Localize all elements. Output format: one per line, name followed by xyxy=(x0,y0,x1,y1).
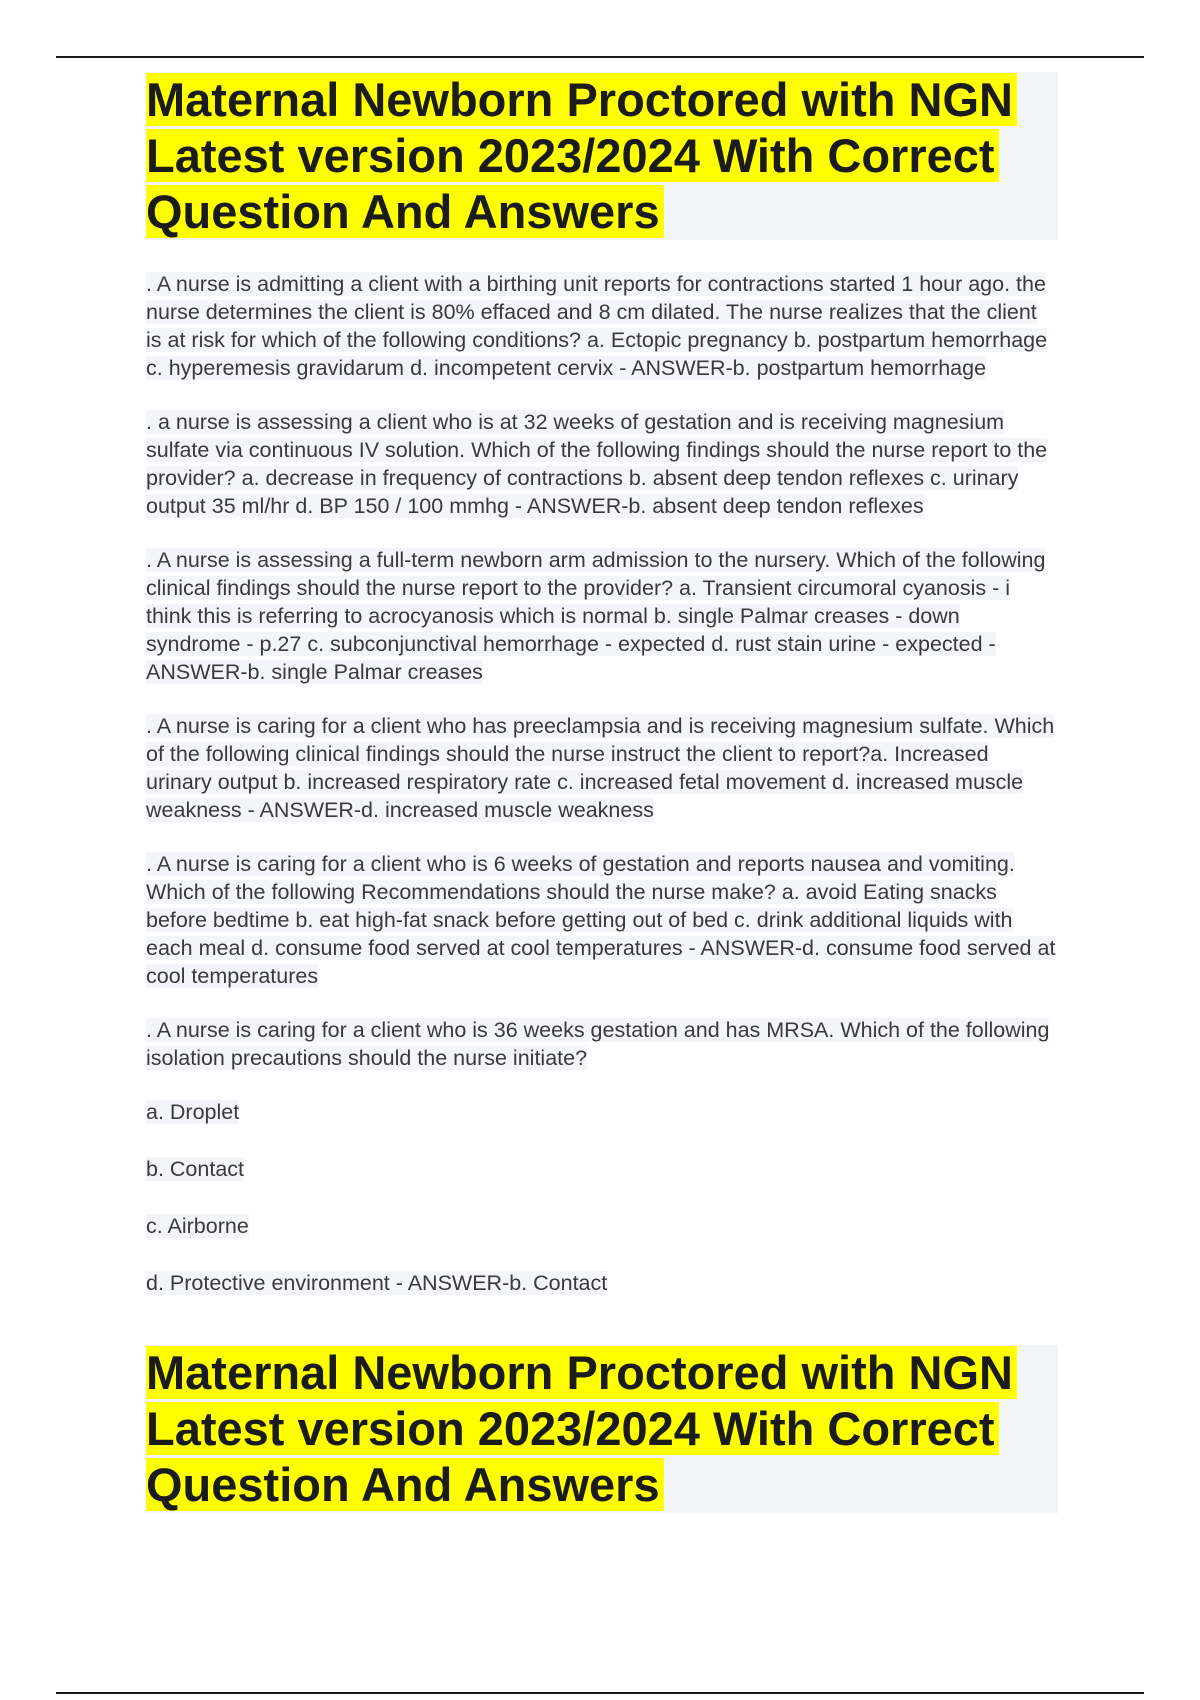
question-1: . A nurse is admitting a client with a birthing unit reports for contractions started 1 hour ago. the nurse determines the client is 80% effaced and 8 cm dilated. The nurse realizes that the client is at risk for which of the following conditions? a. Ectopic pregnancy b. postpartum hemorrhage c. hyperemesis gravidarum d. incompetent cervix - ANSWER-b. postpartum hemorrhage xyxy=(146,272,1048,380)
question-4: . A nurse is caring for a client who has preeclampsia and is receiving magnesium sulfate. Which of the following clinical findings should the nurse instruct the client to report?a. Increased urinary output b. increased respiratory rate c. increased fetal movement d. increased muscle weakness - ANSWER-d. increased muscle weakness xyxy=(146,714,1055,822)
document-title: Maternal Newborn Proctored with NGN Latest version 2023/2024 With Correct Question And Answers xyxy=(146,72,1058,240)
option-d: d. Protective environment - ANSWER-b. Contact xyxy=(146,1271,608,1295)
top-rule xyxy=(56,56,1144,58)
option-a: a. Droplet xyxy=(146,1100,240,1124)
bottom-rule xyxy=(56,1692,1144,1694)
title-block-repeat xyxy=(146,1345,1058,1513)
option-b: b. Contact xyxy=(146,1157,244,1181)
document-title-repeat: Maternal Newborn Proctored with NGN Latest version 2023/2024 With Correct Question And Answers xyxy=(146,1345,1058,1513)
question-2: . a nurse is assessing a client who is at 32 weeks of gestation and is receiving magnesium sulfate via continuous IV solution. Which of the following findings should the nurse report to the provider? a. decrease in frequency of contractions b. absent deep tendon reflexes c. urinary output 35 ml/hr d. BP 150 / 100 mmhg - ANSWER-b. absent deep tendon reflexes xyxy=(146,410,1048,518)
question-5: . A nurse is caring for a client who is 6 weeks of gestation and reports nausea and vomiting. Which of the following Recommendations should the nurse make? a. avoid Eating snacks before bedtime b. eat high-fat snack before getting out of bed c. drink additional liquids with each meal d. consume food served at cool temperatures - ANSWER-d. consume food served at cool temperatures xyxy=(146,852,1056,988)
page-content xyxy=(146,72,1058,1513)
title-block xyxy=(146,72,1058,240)
option-c: c. Airborne xyxy=(146,1214,249,1238)
question-3: . A nurse is assessing a full-term newborn arm admission to the nursery. Which of the following clinical findings should the nurse report to the provider? a. Transient circumoral cyanosis - i think this is referring to acrocyanosis which is normal b. single Palmar creases - down syndrome - p.27 c. subconjunctival hemorrhage - expected d. rust stain urine - expected - ANSWER-b. single Palmar creases xyxy=(146,548,1046,684)
question-6: . A nurse is caring for a client who is 36 weeks gestation and has MRSA. Which of the following isolation precautions should the nurse initiate? xyxy=(146,1018,1050,1070)
